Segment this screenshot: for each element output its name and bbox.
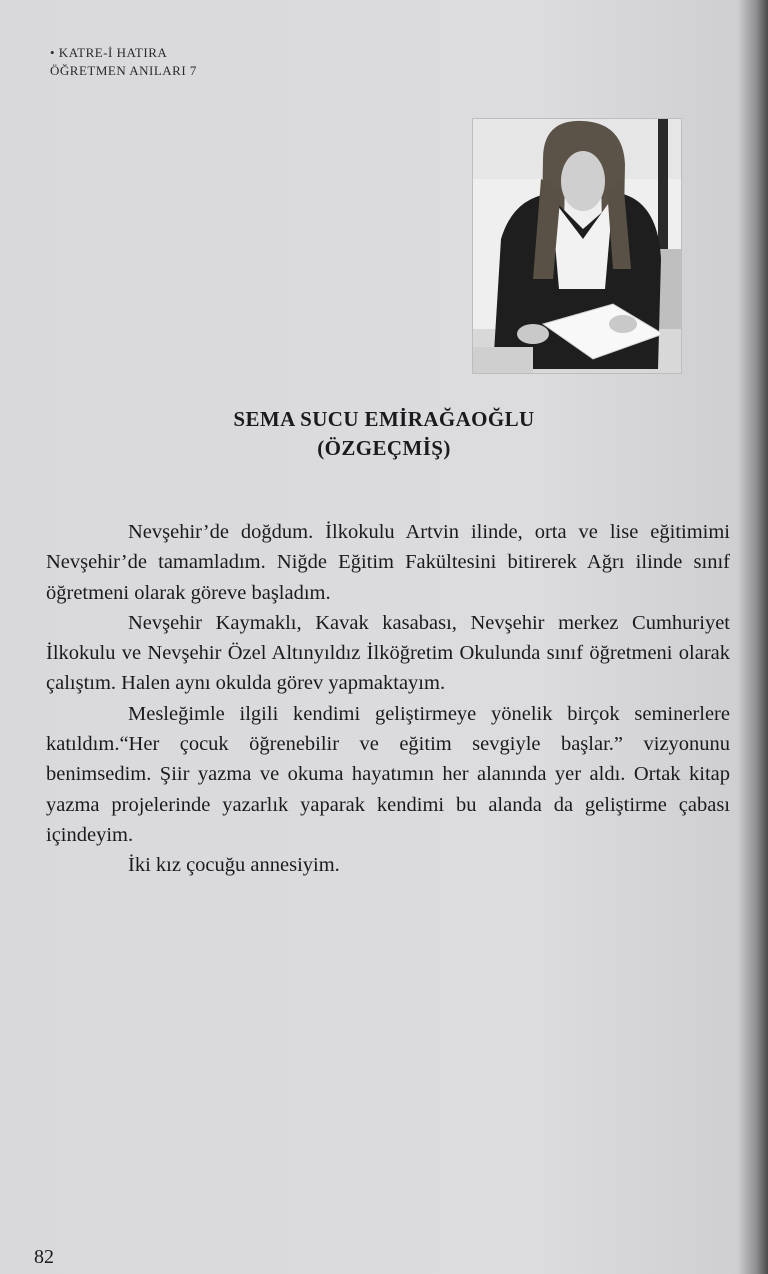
author-photo — [472, 118, 682, 374]
paragraph: Nevşehir’de doğdum. İlkokulu Artvin ilinde, orta ve lise eğitimimi Nevşehir’de tamamladım. Niğde Eğitim Fakültesini bitirerek Ağrı ilinde sınıf öğretmeni olarak göreve başladım. — [46, 521, 730, 604]
paragraph: İki kız çocuğu annesiyim. — [128, 854, 340, 877]
portrait-photo-icon — [473, 119, 681, 373]
page-number: 82 — [34, 1246, 54, 1268]
header-book-title: ÖĞRETMEN ANILARI 7 — [50, 63, 197, 78]
biography-text — [46, 517, 730, 881]
section-subtitle: (ÖZGEÇMİŞ) — [317, 436, 451, 460]
header-series: • KATRE-İ HATIRA — [50, 45, 168, 60]
author-name: SEMA SUCU EMİRAĞAOĞLU — [233, 407, 535, 431]
running-header — [50, 44, 197, 80]
paragraph: Nevşehir Kaymaklı, Kavak kasabası, Nevşehir merkez Cumhuriyet İlkokulu ve Nevşehir Özel Altınyıldız İlköğretim Okulunda sınıf öğretmeni olarak çalıştım. Halen aynı okulda görev yapmaktayım. — [46, 611, 730, 695]
paragraph: Mesleğimle ilgili kendimi geliştirmeye yönelik birçok seminerlere katıldım.“Her çocuk öğrenebilir ve eğitim sevgiyle başlar.” vizyonunu benimsedim. Şiir yazma ve okuma hayatımın her alanında yer aldı. Ortak kitap yazma projelerinde yazarlık yaparak kendimi bu alanda da geliştirme çabası içindeyim. — [46, 702, 730, 846]
